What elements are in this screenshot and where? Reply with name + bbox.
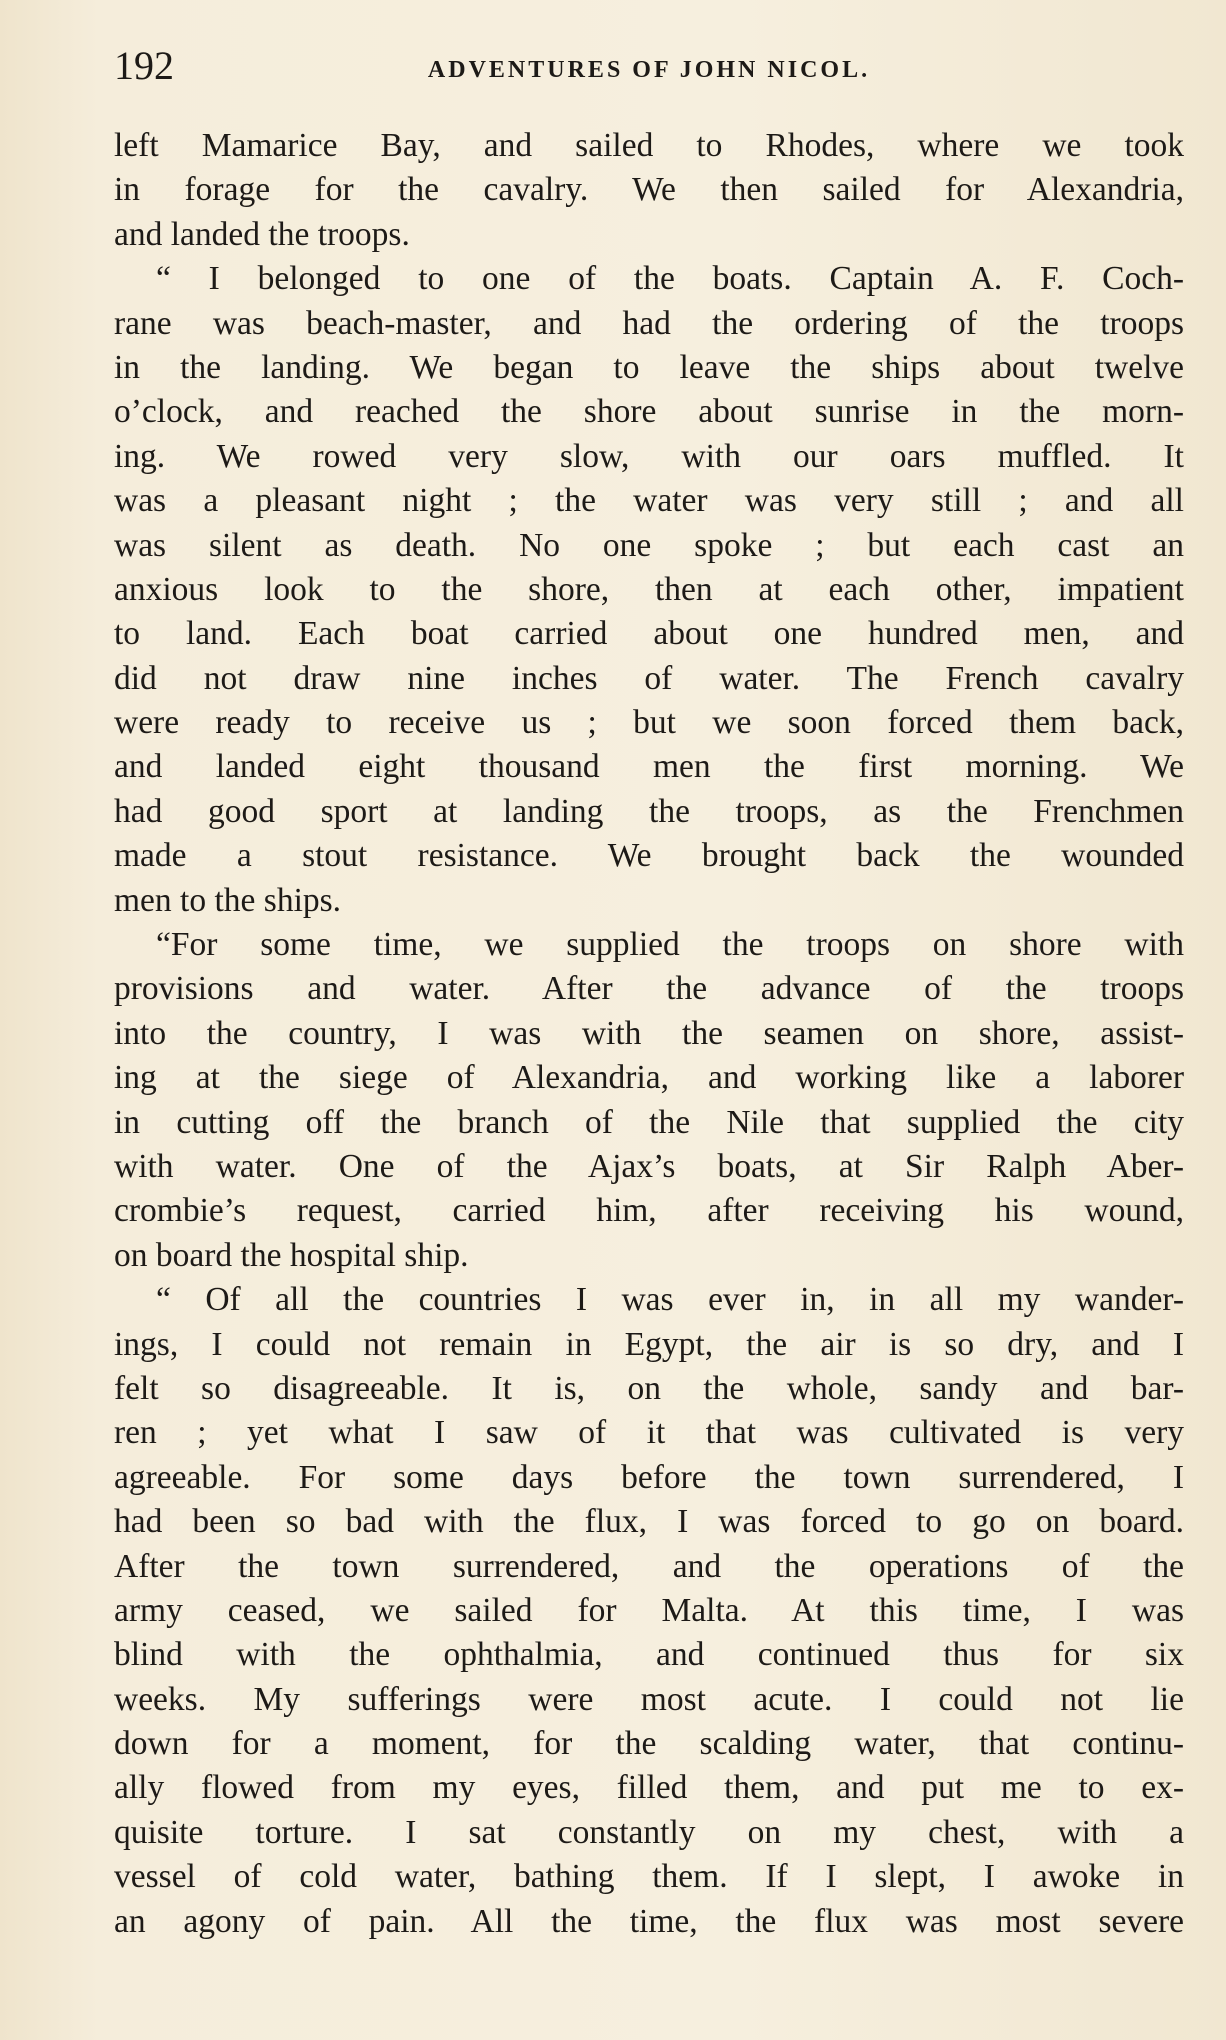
text-line: crombie’s request, carried him, after receiving his wound, bbox=[114, 1192, 1184, 1230]
text-line: blind with the ophthalmia, and continued thus for six bbox=[114, 1636, 1184, 1674]
body-text bbox=[114, 124, 1184, 1944]
text-line: was a pleasant night ; the water was very still ; and all bbox=[114, 482, 1184, 520]
text-line: were ready to receive us ; but we soon forced them back, bbox=[114, 704, 1184, 742]
text-line: ing at the siege of Alexandria, and working like a laborer bbox=[114, 1059, 1184, 1097]
text-line: men to the ships. bbox=[114, 881, 342, 919]
text-line: did not draw nine inches of water. The French cavalry bbox=[114, 659, 1184, 697]
text-line: “ I belonged to one of the boats. Captain A. F. Coch- bbox=[156, 260, 1184, 298]
text-line: an agony of pain. All the time, the flux was most severe bbox=[114, 1902, 1184, 1940]
page-header bbox=[114, 40, 1184, 92]
text-line: made a stout resistance. We brought back the wounded bbox=[114, 837, 1184, 875]
text-line: “For some time, we supplied the troops on shore with bbox=[156, 926, 1184, 964]
text-line: felt so disagreeable. It is, on the whole, sandy and bar- bbox=[114, 1369, 1184, 1407]
text-line: “ Of all the countries I was ever in, in all my wander- bbox=[156, 1281, 1184, 1319]
text-line: had been so bad with the flux, I was forced to go on board. bbox=[114, 1503, 1184, 1541]
text-line: to land. Each boat carried about one hundred men, and bbox=[114, 615, 1184, 653]
text-line: anxious look to the shore, then at each other, impatient bbox=[114, 570, 1184, 608]
text-line: ing. We rowed very slow, with our oars muffled. It bbox=[114, 437, 1184, 475]
text-line: and landed eight thousand men the first morning. We bbox=[114, 748, 1184, 786]
text-line: army ceased, we sailed for Malta. At this time, I was bbox=[114, 1591, 1184, 1629]
text-line: and landed the troops. bbox=[114, 215, 410, 253]
page-number: 192 bbox=[114, 43, 174, 88]
text-line: down for a moment, for the scalding water, that continu- bbox=[114, 1725, 1184, 1763]
text-line: in the landing. We began to leave the ships about twelve bbox=[114, 348, 1184, 386]
text-line: into the country, I was with the seamen on shore, assist- bbox=[114, 1014, 1184, 1052]
text-line: was silent as death. No one spoke ; but each cast an bbox=[114, 526, 1184, 564]
text-line: had good sport at landing the troops, as the Frenchmen bbox=[114, 792, 1184, 830]
text-line: ally flowed from my eyes, filled them, and put me to ex- bbox=[114, 1769, 1184, 1807]
text-line: weeks. My sufferings were most acute. I could not lie bbox=[114, 1680, 1184, 1718]
text-line: o’clock, and reached the shore about sunrise in the morn- bbox=[114, 393, 1184, 431]
running-title: ADVENTURES OF JOHN NICOL. bbox=[427, 57, 871, 83]
text-line: in cutting off the branch of the Nile that supplied the city bbox=[114, 1103, 1184, 1141]
text-line: vessel of cold water, bathing them. If I slept, I awoke in bbox=[114, 1858, 1184, 1896]
text-line: ings, I could not remain in Egypt, the air is so dry, and I bbox=[114, 1325, 1184, 1363]
text-line: quisite torture. I sat constantly on my chest, with a bbox=[114, 1813, 1184, 1851]
text-line: with water. One of the Ajax’s boats, at Sir Ralph Aber- bbox=[114, 1147, 1184, 1185]
text-line: rane was beach-master, and had the ordering of the troops bbox=[114, 304, 1184, 342]
text-line: agreeable. For some days before the town surrendered, I bbox=[114, 1458, 1184, 1496]
text-line: on board the hospital ship. bbox=[114, 1236, 469, 1274]
text-line: left Mamarice Bay, and sailed to Rhodes, where we took bbox=[114, 127, 1184, 164]
text-line: provisions and water. After the advance of the troops bbox=[114, 970, 1184, 1008]
text-line: in forage for the cavalry. We then sailed for Alexandria, bbox=[114, 171, 1184, 209]
text-line: ren ; yet what I saw of it that was cultivated is very bbox=[114, 1414, 1184, 1452]
text-line: After the town surrendered, and the operations of the bbox=[114, 1547, 1184, 1585]
